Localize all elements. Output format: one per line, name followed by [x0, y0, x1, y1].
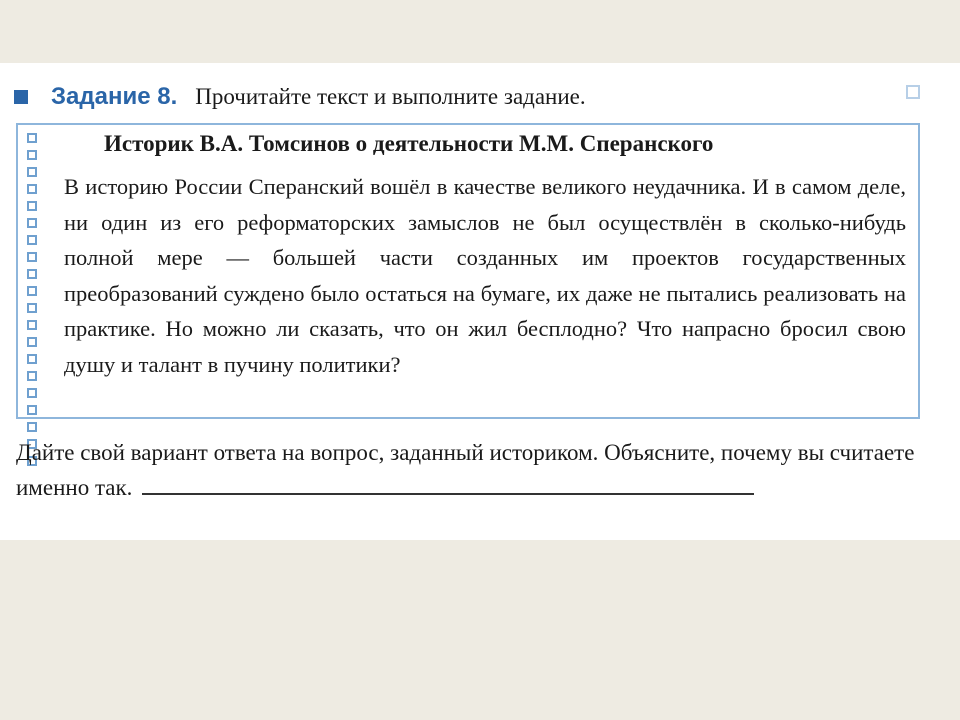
- margin-square-icon: [27, 354, 37, 364]
- margin-square-icon: [27, 133, 37, 143]
- margin-square-icon: [27, 337, 37, 347]
- margin-square-icon: [27, 184, 37, 194]
- answer-line[interactable]: [142, 475, 754, 495]
- margin-square-icon: [27, 303, 37, 313]
- task-header: [14, 81, 586, 113]
- margin-square-icon: [27, 150, 37, 160]
- task-instruction: Прочитайте текст и выполните задание.: [195, 84, 586, 109]
- question-block: [16, 435, 924, 505]
- task-bullet-icon: [14, 90, 28, 104]
- margin-square-icon: [27, 286, 37, 296]
- source-text-title: Историк В.А. Томсинов о деятельности М.М. Сперанского: [104, 131, 714, 156]
- margin-square-icon: [27, 235, 37, 245]
- margin-square-icon: [27, 252, 37, 262]
- margin-square-icon: [27, 269, 37, 279]
- margin-square-icon: [27, 371, 37, 381]
- textbook-page: [0, 63, 960, 540]
- source-text-box: [16, 123, 920, 419]
- margin-square-icon: [27, 201, 37, 211]
- margin-square-icon: [27, 167, 37, 177]
- margin-square-icon: [27, 422, 37, 432]
- source-text-body: В историю России Сперанский вошёл в качестве великого неудачника. И в самом деле, ни один из его реформаторских замыслов не был осуществлён в сколько-нибудь полной мере — большей части созданных им проектов государственных преобразований суждено было остаться на бумаге, их даже не пытались реализовать на практике. Но можно ли сказать, что он жил бесплодно? Что напрасно бросил свою душу и талант в пучину политики?: [64, 174, 906, 377]
- dotted-margin: [27, 133, 37, 466]
- corner-square-icon: [906, 85, 920, 99]
- margin-square-icon: [27, 405, 37, 415]
- margin-square-icon: [27, 388, 37, 398]
- question-text: Дайте свой вариант ответа на вопрос, заданный историком. Объясните, почему вы считаете именно так.: [16, 440, 915, 500]
- margin-square-icon: [27, 218, 37, 228]
- task-label: Задание 8.: [51, 83, 178, 110]
- margin-square-icon: [27, 320, 37, 330]
